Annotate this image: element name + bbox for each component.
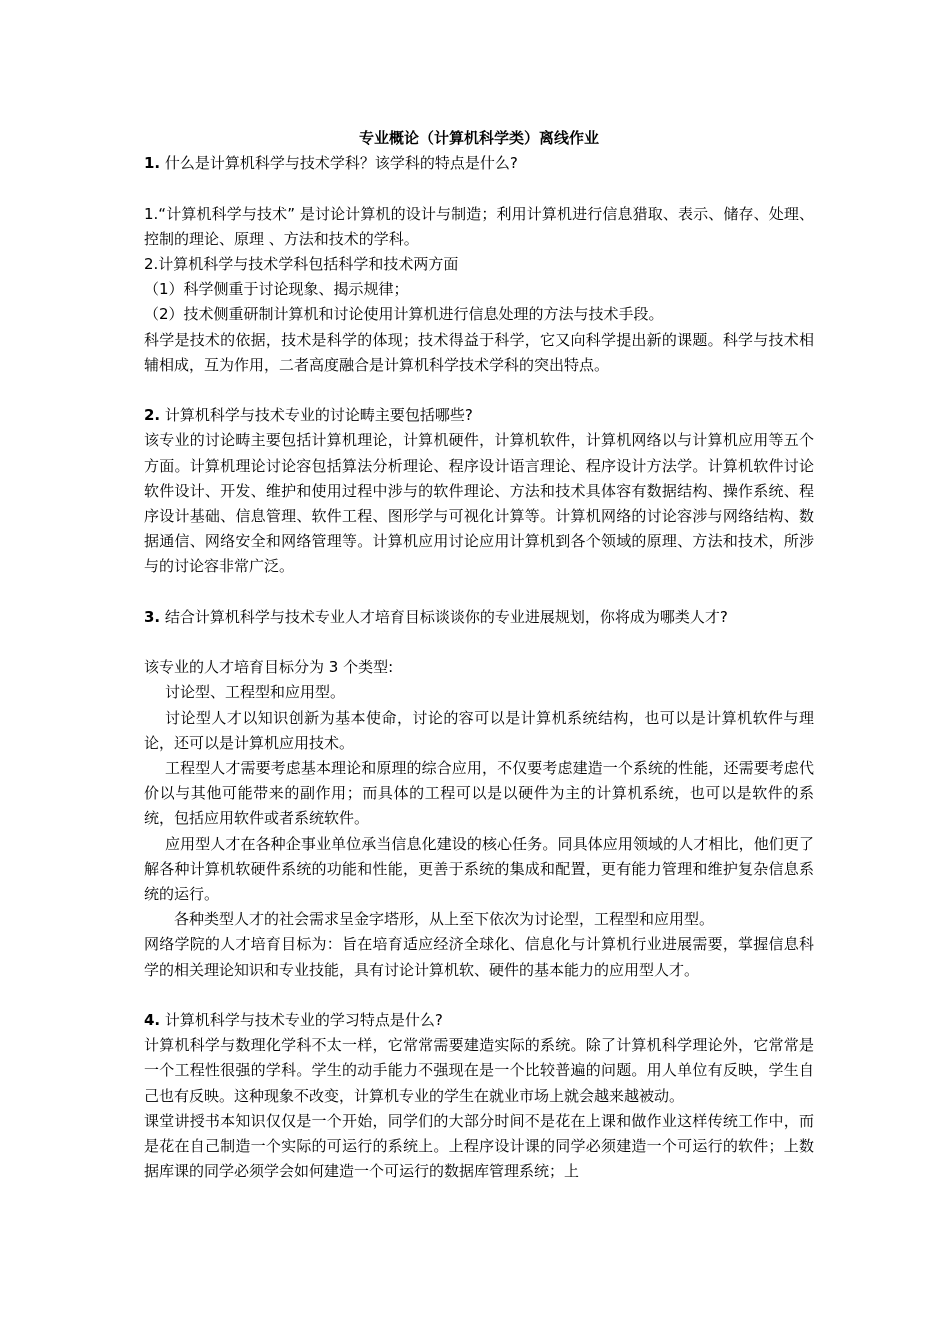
answer-paragraph: （1）科学侧重于讨论现象、揭示规律； — [144, 280, 409, 299]
answer-paragraph: 网络学院的人才培育目标为：旨在培育适应经济全球化、信息化与计算机行业进展需要，掌握信息科学的相关理论知识和专业技能，具有讨论计算机软、硬件的基本能力的应用型人才。 — [144, 935, 814, 979]
document-title: 专业概论（计算机科学类）离线作业 — [358, 129, 599, 147]
answer-paragraph: 课堂讲授书本知识仅仅是一个开始，同学们的大部分时间不是花在上课和做作业这样传统工作中，而是花在自己制造一个实际的可运行的系统上。上程序设计课的同学必须建造一个可运行的软件；上数据库课的同学必须学会如何建造一个可运行的数据库管理系统；上 — [144, 1111, 814, 1181]
answer-paragraph: 应用型人才在各种企事业单位承当信息化建设的核心任务。同具体应用领域的人才相比，他们更了解各种计算机软硬件系统的功能和性能，更善于系统的集成和配置，更有能力管理和维护复杂信息系统的运行。 — [144, 834, 814, 904]
question-2 — [144, 403, 814, 428]
question-number: 1. — [144, 154, 161, 173]
question-text: 计算机科学与技术专业的讨论畴主要包括哪些? — [160, 406, 473, 425]
answer-paragraph: 各种类型人才的社会需求呈金字塔形，从上至下依次为讨论型，工程型和应用型。 — [174, 910, 715, 929]
answer-paragraph: 该专业的人才培育目标分为 3 个类型: — [144, 658, 394, 677]
question-text: 结合计算机科学与技术专业人才培育目标谈谈你的专业进展规划，你将成为哪类人才? — [160, 607, 728, 626]
blank-line — [144, 176, 814, 201]
blank-line — [144, 378, 814, 403]
question-number: 4. — [144, 1011, 161, 1030]
question-1 — [144, 151, 814, 176]
question-text: 计算机科学与技术专业的学习特点是什么? — [160, 1011, 443, 1030]
answer-paragraph: 讨论型人才以知识创新为基本使命，讨论的容可以是计算机系统结构，也可以是计算机软件与理论，还可以是计算机应用技术。 — [144, 708, 814, 752]
answer-paragraph: 计算机科学与数理化学科不太一样，它常常需要建造实际的系统。除了计算机科学理论外，它常常是一个工程性很强的学科。学生的动手能力不强现在是一个比较普遍的问题。用人单位有反映，学生自己也有反映。这种现象不改变，计算机专业的学生在就业市场上就会越来越被动。 — [144, 1036, 814, 1105]
question-4 — [144, 1008, 814, 1033]
answer-paragraph: 科学是技术的依据，技术是科学的体现；技术得益于科学，它又向科学提出新的课题。科学与技术相辅相成，互为作用，二者高度融合是计算机科学技术学科的突出特点。 — [144, 330, 814, 374]
question-3 — [144, 605, 814, 630]
answer-paragraph: 1.“计算机科学与技术” 是讨论计算机的设计与制造；利用计算机进行信息猎取、表示、储存、处理、控制的理论、原理 、方法和技术的学科。 — [144, 204, 814, 248]
answer-paragraph: 讨论型、工程型和应用型。 — [165, 683, 346, 702]
question-number: 3. — [144, 607, 161, 626]
answer-paragraph: 该专业的讨论畴主要包括计算机理论，计算机硬件，计算机软件，计算机网络以与计算机应用等五个方面。计算机理论讨论容包括算法分析理论、程序设计语言理论、程序设计方法学。计算机软件讨论软件设计、开发、维护和使用过程中涉与的软件理论、方法和技术具体容有数据结构、操作系统、程序设计基础、信息管理、软件工程、图形学与可视化计算等。计算机网络的讨论容涉与网络结构、数据通信、网络安全和网络管理等。计算机应用讨论应用计算机到各个领域的原理、方法和技术，所涉与的讨论容非常广泛。 — [144, 431, 814, 576]
document-page — [144, 126, 814, 1184]
answer-paragraph: 2.计算机科学与技术学科包括科学和技术两方面 — [144, 255, 459, 273]
blank-line — [144, 580, 814, 605]
question-text: 什么是计算机科学与技术学科？该学科的特点是什么? — [160, 154, 518, 173]
answer-paragraph: （2）技术侧重研制计算机和讨论使用计算机进行信息处理的方法与技术手段。 — [144, 305, 664, 324]
blank-line — [144, 630, 814, 655]
blank-line — [144, 983, 814, 1008]
question-number: 2. — [144, 406, 161, 425]
answer-paragraph: 工程型人才需要考虑基本理论和原理的综合应用，不仅要考虑建造一个系统的性能，还需要考虑代价以与其他可能带来的副作用；而具体的工程可以是以硬件为主的计算机系统，也可以是软件的系统，包括应用软件或者系统软件。 — [144, 759, 814, 828]
